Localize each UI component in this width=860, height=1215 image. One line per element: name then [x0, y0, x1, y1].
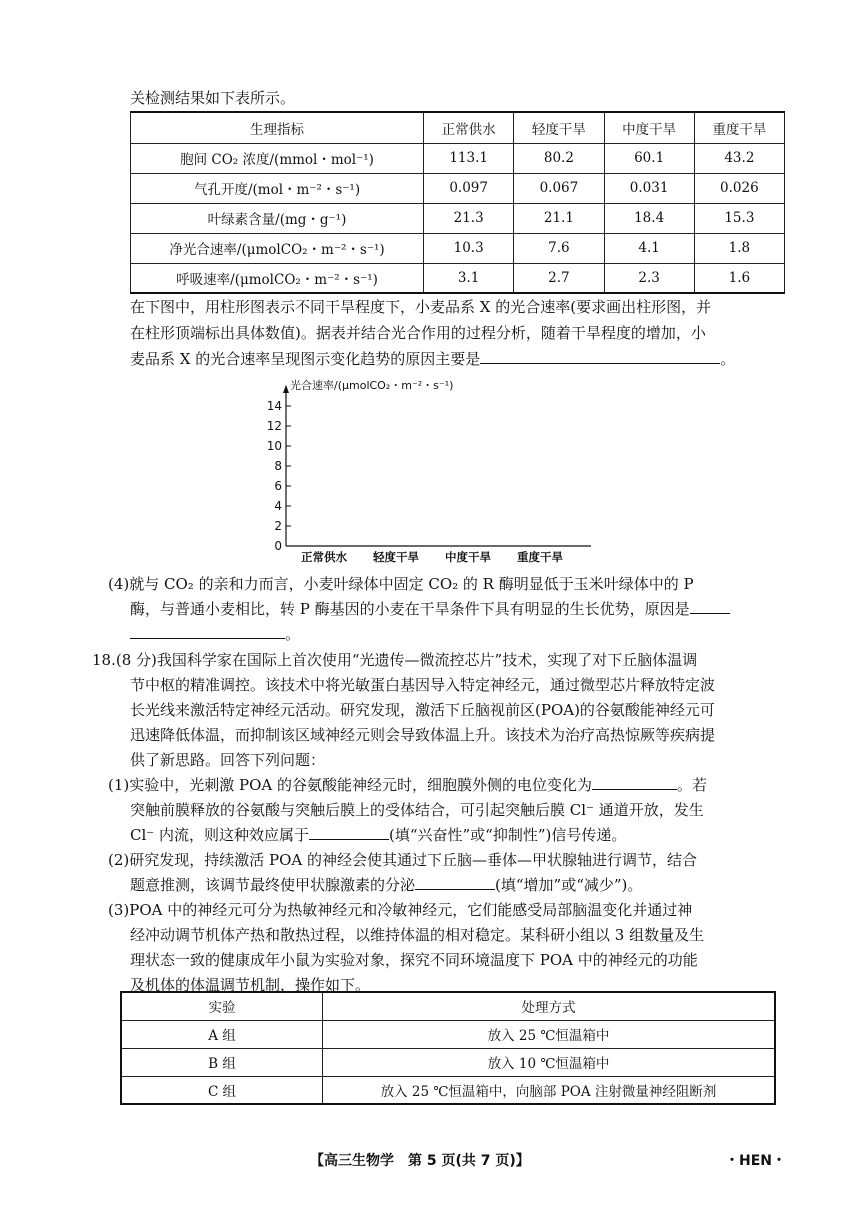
y-tick-label: 8	[274, 459, 282, 473]
question-text: (1)实验中，光刺激 POA 的谷氨酸能神经元时，细胞膜外侧的电位变化为 。若	[108, 776, 708, 794]
table-cell: 叶绿素含量/(mg・g⁻¹)	[131, 203, 424, 233]
question-text: 酶，与普通小麦相比，转 P 酶基因的小麦在干旱条件下具有明显的生长优势，原因是	[130, 599, 730, 619]
answer-blank[interactable]	[480, 349, 720, 364]
footer-code: ・HEN・	[725, 1153, 786, 1169]
table-row	[121, 1020, 775, 1048]
y-tick-label: 10	[266, 439, 282, 453]
question-text: 节中枢的精准调控。该技术中将光敏蛋白基因导入特定神经元，通过微型芯片释放特定波	[130, 676, 716, 694]
question-text: 供了新思路。回答下列问题：	[130, 751, 326, 769]
table-cell: 1.6	[694, 263, 784, 293]
y-tick-label: 6	[274, 479, 282, 493]
table-cell: 胞间 CO₂ 浓度/(mmol・mol⁻¹)	[131, 143, 424, 173]
intro-text: 关检测结果如下表所示。	[130, 89, 296, 107]
table-header: 重度干旱	[694, 112, 784, 143]
question-text: Cl⁻ 内流，则这种效应属于 (填“兴奋性”或“抑制性”)信号传递。	[130, 826, 627, 844]
table-cell: 净光合速率/(μmolCO₂・m⁻²・s⁻¹)	[131, 233, 424, 263]
y-tick-label: 2	[274, 519, 282, 533]
experiment-table	[120, 991, 776, 1105]
table-cell: 放入 25 ℃恒温箱中，向脑部 POA 注射微量神经阻断剂	[323, 1076, 776, 1104]
table-cell: 113.1	[424, 143, 514, 173]
question-text: 在下图中，用柱形图表示不同干旱程度下，小麦品系 X 的光合速率(要求画出柱形图，并	[130, 298, 712, 316]
drought-data-table	[130, 111, 785, 294]
answer-blank[interactable]	[415, 875, 495, 890]
table-cell: 7.6	[514, 233, 604, 263]
question-text: 题意推测，该调节最终使甲状腺激素的分泌 (填“增加”或“减少”)。	[130, 876, 643, 894]
y-tick-label: 12	[266, 419, 282, 433]
table-cell: 0.067	[514, 173, 604, 203]
table-cell: 60.1	[604, 143, 694, 173]
table-cell: 43.2	[694, 143, 784, 173]
table-cell: 放入 25 ℃恒温箱中	[323, 1020, 776, 1048]
table-cell: 15.3	[694, 203, 784, 233]
x-tick-label: 中度干旱	[445, 550, 491, 564]
y-axis-label: 光合速率/(μmolCO₂・m⁻²・s⁻¹)	[290, 379, 454, 392]
table-header: 生理指标	[131, 112, 424, 143]
table-header: 中度干旱	[604, 112, 694, 143]
table-cell: 放入 10 ℃恒温箱中	[323, 1048, 776, 1076]
table-row	[121, 1076, 775, 1104]
table-cell: C 组	[121, 1076, 323, 1104]
table-cell: 气孔开度/(mol・m⁻²・s⁻¹)	[131, 173, 424, 203]
table-row	[131, 203, 785, 233]
table-cell: B 组	[121, 1048, 323, 1076]
question-text: (2)研究发现，持续激活 POA 的神经会使其通过下丘脑—垂体—甲状腺轴进行调节，结合	[108, 851, 698, 869]
table-cell: 2.3	[604, 263, 694, 293]
y-tick-label: 4	[274, 499, 282, 513]
question-text: 在柱形顶端标出具体数值)。据表并结合光合作用的过程分析，随着干旱程度的增加，小	[130, 324, 706, 342]
answer-blank[interactable]	[130, 624, 285, 639]
table-cell: 2.7	[514, 263, 604, 293]
table-cell: 80.2	[514, 143, 604, 173]
question-text: 及机体的体温调节机制，操作如下。	[130, 976, 371, 994]
answer-blank[interactable]	[690, 599, 730, 614]
question-text: 迅速降低体温，而抑制该区域神经元则会导致体温上升。该技术为治疗高热惊厥等疾病提	[130, 726, 716, 744]
table-cell: 10.3	[424, 233, 514, 263]
table-row	[131, 263, 785, 293]
table-row	[121, 1048, 775, 1076]
x-tick-label: 轻度干旱	[373, 550, 419, 564]
x-tick-label: 重度干旱	[517, 550, 563, 564]
answer-blank[interactable]	[309, 825, 389, 840]
page-footer: 【高三生物学 第 5 页(共 7 页)】	[310, 1153, 530, 1169]
table-header: 实验	[121, 992, 323, 1020]
question-text: 18.(8 分)我国科学家在国际上首次使用“光遗传—微流控芯片”技术，实现了对下丘脑体温调	[92, 651, 698, 669]
question-text: 长光线来激活特定神经元活动。研究发现，激活下丘脑视前区(POA)的谷氨酸能神经元可	[130, 701, 715, 719]
table-cell: 21.3	[424, 203, 514, 233]
table-row	[131, 143, 785, 173]
question-text: 。	[130, 624, 300, 644]
table-cell: 4.1	[604, 233, 694, 263]
question-text: 理状态一致的健康成年小鼠为实验对象，探究不同环境温度下 POA 中的神经元的功能	[130, 951, 698, 969]
question-text: (3)POA 中的神经元可分为热敏神经元和冷敏神经元，它们能感受局部脑温变化并通过神	[108, 901, 693, 919]
table-cell: 18.4	[604, 203, 694, 233]
table-row	[131, 173, 785, 203]
y-tick-label: 0	[274, 539, 282, 553]
table-cell: 21.1	[514, 203, 604, 233]
table-row	[131, 233, 785, 263]
table-cell: 0.031	[604, 173, 694, 203]
table-cell: 呼吸速率/(μmolCO₂・m⁻²・s⁻¹)	[131, 263, 424, 293]
x-tick-label: 正常供水	[301, 550, 347, 564]
table-cell: 1.8	[694, 233, 784, 263]
y-axis-arrow	[283, 385, 289, 393]
table-cell: A 组	[121, 1020, 323, 1048]
table-header: 轻度干旱	[514, 112, 604, 143]
table-cell: 0.097	[424, 173, 514, 203]
question-text: 突触前膜释放的谷氨酸与突触后膜上的受体结合，可引起突触后膜 Cl⁻ 通道开放，发生	[130, 801, 704, 819]
y-tick-label: 14	[266, 399, 282, 413]
question-text: (4)就与 CO₂ 的亲和力而言，小麦叶绿体中固定 CO₂ 的 R 酶明显低于玉米叶绿体中的 P	[108, 575, 694, 593]
question-text: 麦品系 X 的光合速率呈现图示变化趋势的原因主要是 。	[130, 350, 736, 368]
table-cell: 0.026	[694, 173, 784, 203]
answer-blank[interactable]	[592, 775, 677, 790]
table-header: 正常供水	[424, 112, 514, 143]
bar-chart	[250, 368, 600, 568]
table-cell: 3.1	[424, 263, 514, 293]
question-text: 经冲动调节机体产热和散热过程，以维持体温的相对稳定。某科研小组以 3 组数量及生	[130, 926, 705, 944]
table-header: 处理方式	[323, 992, 776, 1020]
